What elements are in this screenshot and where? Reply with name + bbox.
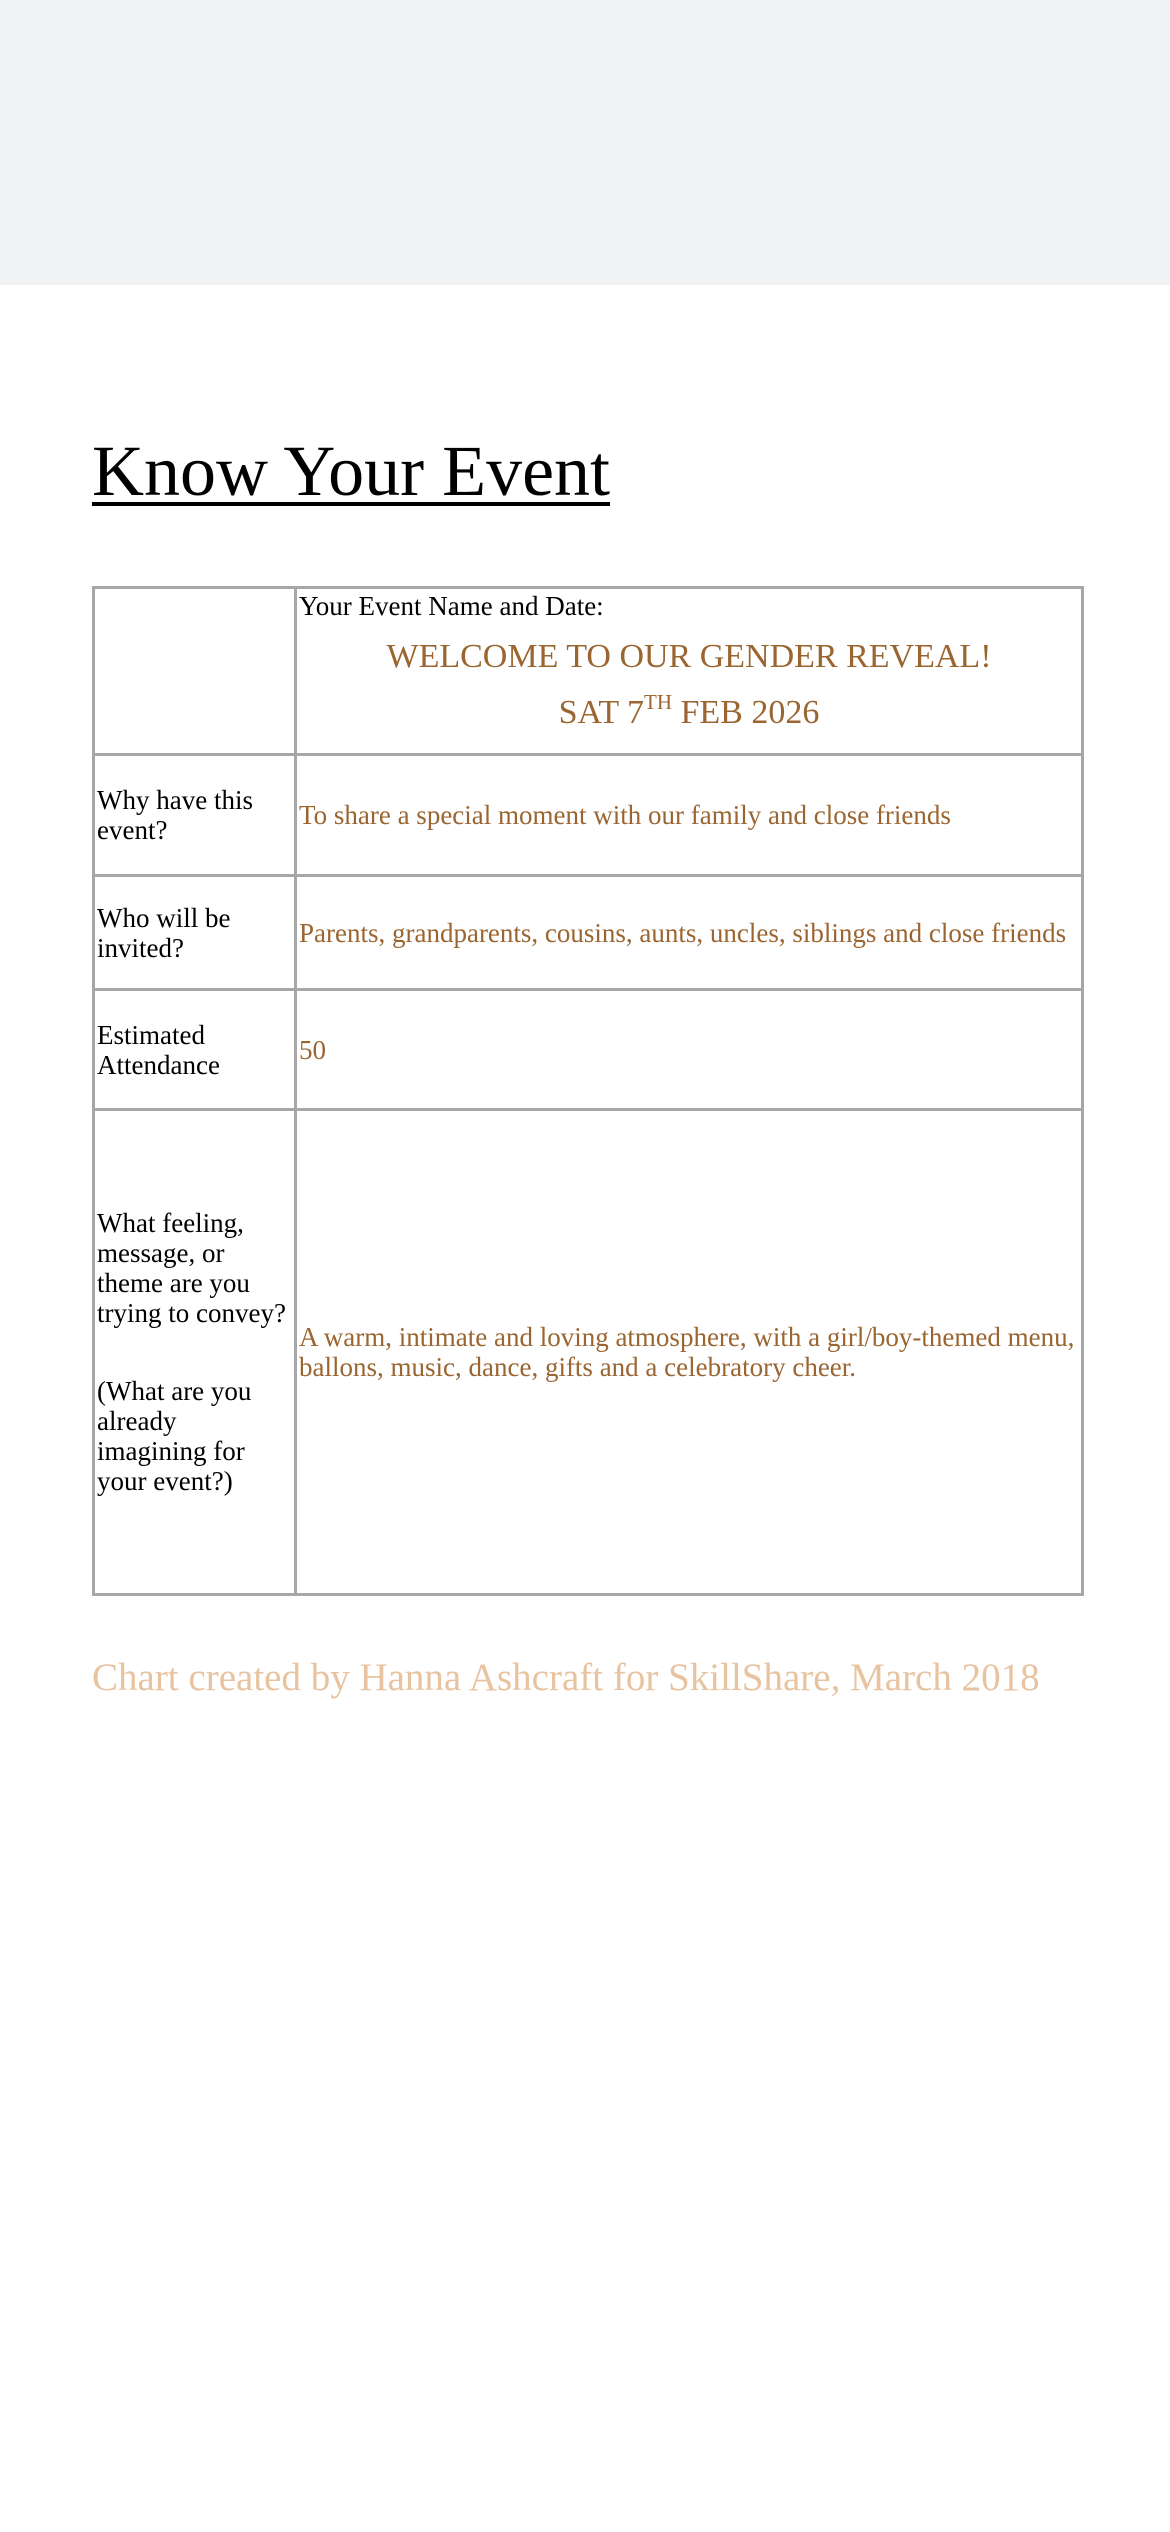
top-gray-band: [0, 0, 1170, 285]
event-name-label: Your Event Name and Date:: [299, 591, 604, 621]
event-date-day: SAT 7: [558, 694, 644, 731]
event-name-cell: [296, 588, 1083, 755]
attendance-answer: 50: [296, 990, 1083, 1110]
page-title: Know Your Event: [92, 431, 611, 511]
table-row-attendance: [94, 990, 1083, 1110]
attendance-label: Estimated Attendance: [94, 990, 296, 1110]
event-date-rest: FEB 2026: [672, 694, 820, 731]
who-answer: Parents, grandparents, cousins, aunts, uncles, siblings and close friends: [296, 876, 1083, 990]
event-name: WELCOME TO OUR GENDER REVEAL!: [386, 638, 992, 675]
table-row-who: [94, 876, 1083, 990]
feeling-sublabel: (What are you already imagining for your event?): [97, 1376, 252, 1496]
feeling-label: What feeling, message, or theme are you trying to convey?: [97, 1208, 286, 1328]
table-row-event-name: [94, 588, 1083, 755]
feeling-answer: A warm, intimate and loving atmosphere, with a girl/boy-themed menu, ballons, music, dance, gifts and a celebratory cheer.: [296, 1110, 1083, 1595]
event-date: [299, 689, 1079, 733]
table-row-why: [94, 755, 1083, 876]
table-row-feeling: [94, 1110, 1083, 1595]
feeling-label-cell: [94, 1110, 296, 1595]
empty-label-cell: [94, 588, 296, 755]
who-label: Who will be invited?: [94, 876, 296, 990]
why-answer: To share a special moment with our family and close friends: [296, 755, 1083, 876]
why-label: Why have this event?: [94, 755, 296, 876]
chart-credit: Chart created by Hanna Ashcraft for SkillShare, March 2018: [92, 1656, 1040, 1699]
event-date-ordinal: TH: [644, 689, 672, 714]
document-page: [0, 285, 1170, 2532]
know-your-event-table: [92, 586, 1084, 1596]
feeling-spacer: [97, 1328, 292, 1376]
